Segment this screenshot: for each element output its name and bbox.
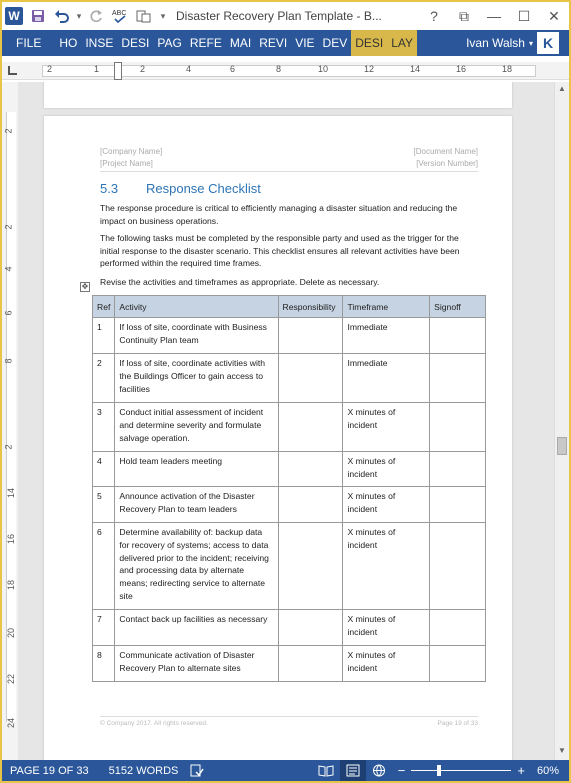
footer-copyright: © Company 2017. All rights reserved. [100, 720, 208, 727]
scroll-down-icon[interactable]: ▼ [558, 746, 566, 755]
cell-timeframe[interactable]: X minutes of incident [343, 523, 430, 610]
avatar: K [537, 32, 559, 54]
print-layout-icon[interactable] [340, 760, 366, 781]
ribbon-display-options-button[interactable]: ⧉ [459, 7, 469, 24]
ruler-label: 20 [6, 627, 17, 639]
cell-timeframe[interactable]: Immediate [343, 318, 430, 354]
document-canvas[interactable] [18, 82, 554, 760]
tab-mailings[interactable]: MAI [229, 36, 252, 50]
cell-signoff[interactable] [430, 646, 486, 682]
cell-activity[interactable]: Hold team leaders meeting [115, 452, 278, 487]
ruler-label: 12 [364, 64, 375, 74]
ruler-label: 6 [3, 310, 14, 316]
cell-responsibility[interactable] [278, 354, 343, 403]
spelling-icon[interactable] [108, 2, 132, 30]
vertical-scrollbar[interactable] [554, 82, 569, 760]
footer-page-number: Page 19 of 33 [437, 720, 478, 727]
status-bar [2, 760, 569, 781]
document-title: Disaster Recovery Plan Template - B... [176, 9, 382, 23]
cell-signoff[interactable] [430, 487, 486, 523]
cell-timeframe[interactable]: X minutes of incident [343, 646, 430, 682]
cell-responsibility[interactable] [278, 318, 343, 354]
cell-signoff[interactable] [430, 610, 486, 646]
tab-table-design[interactable]: DESI [351, 30, 387, 56]
ruler-label: 2 [47, 64, 53, 74]
ruler-label: 22 [6, 673, 17, 685]
cell-ref[interactable]: 6 [93, 523, 115, 610]
column-header-signoff: Signoff [430, 296, 486, 318]
tab-selector-icon[interactable] [8, 66, 17, 75]
table-row[interactable] [93, 487, 486, 523]
ruler-label: 2 [140, 64, 146, 74]
cell-activity[interactable]: Determine availability of: backup data for recovery of systems; access to data delivered prior to the incident; receiving and processing data by alternate means; redirecting service to alternate site [115, 523, 278, 610]
tab-table-layout[interactable]: LAY [387, 30, 417, 56]
cell-responsibility[interactable] [278, 452, 343, 487]
close-button[interactable]: ✕ [548, 7, 560, 24]
ruler-label: 4 [186, 64, 192, 74]
cell-signoff[interactable] [430, 318, 486, 354]
cell-activity[interactable]: Conduct initial assessment of incident and determine severity and formulate salvage operation. [115, 403, 278, 452]
ruler-label: 10 [318, 64, 329, 74]
ruler-label: 18 [502, 64, 513, 74]
cell-ref[interactable]: 8 [93, 646, 115, 682]
section-heading: Response Checklist [146, 181, 261, 196]
zoom-level[interactable]: 60% [536, 764, 559, 777]
page-count[interactable]: PAGE 19 OF 33 [10, 764, 89, 777]
cell-timeframe[interactable]: X minutes of incident [343, 452, 430, 487]
undo-icon[interactable] [50, 2, 74, 30]
ruler-label: 14 [410, 64, 421, 74]
table-row[interactable] [93, 610, 486, 646]
indent-marker-icon[interactable] [114, 62, 122, 80]
ruler-label: 6 [230, 64, 236, 74]
cell-ref[interactable]: 3 [93, 403, 115, 452]
cell-responsibility[interactable] [278, 646, 343, 682]
save-icon[interactable] [26, 2, 50, 30]
horizontal-ruler[interactable] [2, 62, 569, 80]
cell-ref[interactable]: 5 [93, 487, 115, 523]
cell-timeframe[interactable]: Immediate [343, 354, 430, 403]
tab-developer[interactable]: DEV [322, 36, 348, 50]
zoom-slider-thumb[interactable] [437, 765, 441, 776]
user-dropdown-icon: ▾ [528, 38, 533, 48]
cell-signoff[interactable] [430, 452, 486, 487]
cell-activity[interactable]: If loss of site, coordinate with Business Continuity Plan team [115, 318, 278, 354]
header-project: [Project Name] [100, 159, 153, 168]
cell-signoff[interactable] [430, 523, 486, 610]
cell-timeframe[interactable]: X minutes of incident [343, 403, 430, 452]
table-row[interactable] [93, 523, 486, 610]
ruler-label: 14 [6, 487, 17, 499]
cell-responsibility[interactable] [278, 610, 343, 646]
previous-page [44, 82, 512, 108]
column-header-activity: Activity [115, 296, 278, 318]
paragraph-intro: The response procedure is critical to efficiently managing a disaster situation and reducing the impact on business operations. [100, 203, 458, 226]
ruler-label: 18 [6, 579, 17, 591]
tab-review[interactable]: REVI [259, 36, 288, 50]
web-layout-icon[interactable] [366, 764, 392, 777]
user-account[interactable] [466, 32, 569, 54]
cell-signoff[interactable] [430, 403, 486, 452]
tab-design[interactable]: DESI [121, 36, 150, 50]
cell-timeframe[interactable]: X minutes of incident [343, 610, 430, 646]
current-page[interactable] [44, 116, 512, 760]
table-row[interactable] [93, 318, 486, 354]
footer-divider [100, 716, 478, 717]
zoom-in-button[interactable]: + [517, 763, 525, 778]
tab-view[interactable]: VIE [295, 36, 315, 50]
zoom-slider[interactable] [411, 760, 511, 781]
scrollbar-thumb[interactable] [557, 437, 567, 455]
cell-ref[interactable]: 1 [93, 318, 115, 354]
zoom-out-button[interactable]: − [397, 763, 406, 778]
cell-activity[interactable]: If loss of site, coordinate activities with the Buildings Officer to gain access to facilities [115, 354, 278, 403]
column-header-responsibility: Responsibility [278, 296, 343, 318]
ruler-label: 2 [3, 444, 14, 450]
header-document-name: [Document Name] [413, 147, 478, 156]
table-row[interactable] [93, 354, 486, 403]
cell-ref[interactable]: 7 [93, 610, 115, 646]
cell-activity[interactable]: Contact back up facilities as necessary [115, 610, 278, 646]
cell-responsibility[interactable] [278, 403, 343, 452]
undo-dropdown-icon[interactable]: ▾ [76, 10, 82, 21]
format-icon[interactable] [132, 2, 156, 30]
ruler-label: 24 [6, 717, 17, 729]
word-window [2, 2, 569, 781]
tab-file[interactable]: FILE [2, 30, 55, 56]
cell-responsibility[interactable] [278, 523, 343, 610]
help-button[interactable]: ? [430, 8, 438, 24]
cell-ref[interactable]: 4 [93, 452, 115, 487]
minimize-button[interactable]: — [487, 8, 501, 24]
tab-page-layout[interactable]: PAG [157, 36, 182, 50]
ruler-label: 2 [3, 128, 14, 134]
tab-insert[interactable]: INSE [85, 36, 114, 50]
ruler-label: 4 [3, 266, 14, 272]
cell-responsibility[interactable] [278, 487, 343, 523]
cell-timeframe[interactable]: X minutes of incident [343, 487, 430, 523]
maximize-button[interactable]: ☐ [517, 7, 531, 24]
header-divider [100, 171, 478, 172]
table-move-handle-icon[interactable]: ✥ [81, 282, 89, 291]
tab-home[interactable]: HO [59, 36, 78, 50]
section-number: 5.3 [100, 181, 119, 196]
table-header-row [93, 296, 486, 318]
ruler-label: 16 [456, 64, 467, 74]
column-header-ref: Ref [93, 296, 115, 318]
paragraph-tasks: The following tasks must be completed by the responsible party and used as the trigger for the initial response to the disaster scenario. This checklist ensures all relevant activities have been performed within the required time frames. [100, 233, 460, 268]
read-mode-icon[interactable] [312, 764, 340, 777]
table-row[interactable] [93, 403, 486, 452]
header-version: [Version Number] [416, 159, 478, 168]
word-app-icon[interactable]: W [2, 2, 26, 30]
user-name: Ivan Walsh [466, 36, 525, 50]
column-header-timeframe: Timeframe [343, 296, 430, 318]
table-row[interactable] [93, 646, 486, 682]
vertical-ruler[interactable] [2, 82, 18, 760]
word-count[interactable]: 5152 WORDS [108, 764, 179, 777]
ruler-label: 1 [94, 64, 100, 74]
proofing-icon[interactable] [184, 764, 210, 777]
scroll-up-icon[interactable]: ▲ [558, 84, 566, 93]
table-row[interactable] [93, 452, 486, 487]
tab-references[interactable]: REFE [189, 36, 222, 50]
redo-icon[interactable] [84, 2, 108, 30]
cell-signoff[interactable] [430, 354, 486, 403]
paragraph-revise: Revise the activities and timeframes as appropriate. Delete as necessary. [100, 277, 380, 287]
ribbon-tabs [2, 30, 569, 56]
cell-activity[interactable]: Announce activation of the Disaster Recovery Plan to team leaders [115, 487, 278, 523]
cell-activity[interactable]: Communicate activation of Disaster Recovery Plan to alternate sites [115, 646, 278, 682]
ruler-label: 16 [6, 533, 17, 545]
response-checklist-table[interactable] [92, 295, 486, 682]
header-company: [Company Name] [100, 147, 163, 156]
cell-ref[interactable]: 2 [93, 354, 115, 403]
ruler-label: 8 [276, 64, 282, 74]
customize-qat-icon[interactable]: ▾ [160, 10, 166, 21]
ruler-label: 8 [3, 358, 14, 364]
svg-text:ABC: ABC [112, 10, 127, 17]
ruler-label: 2 [3, 224, 14, 230]
title-bar [2, 2, 569, 30]
